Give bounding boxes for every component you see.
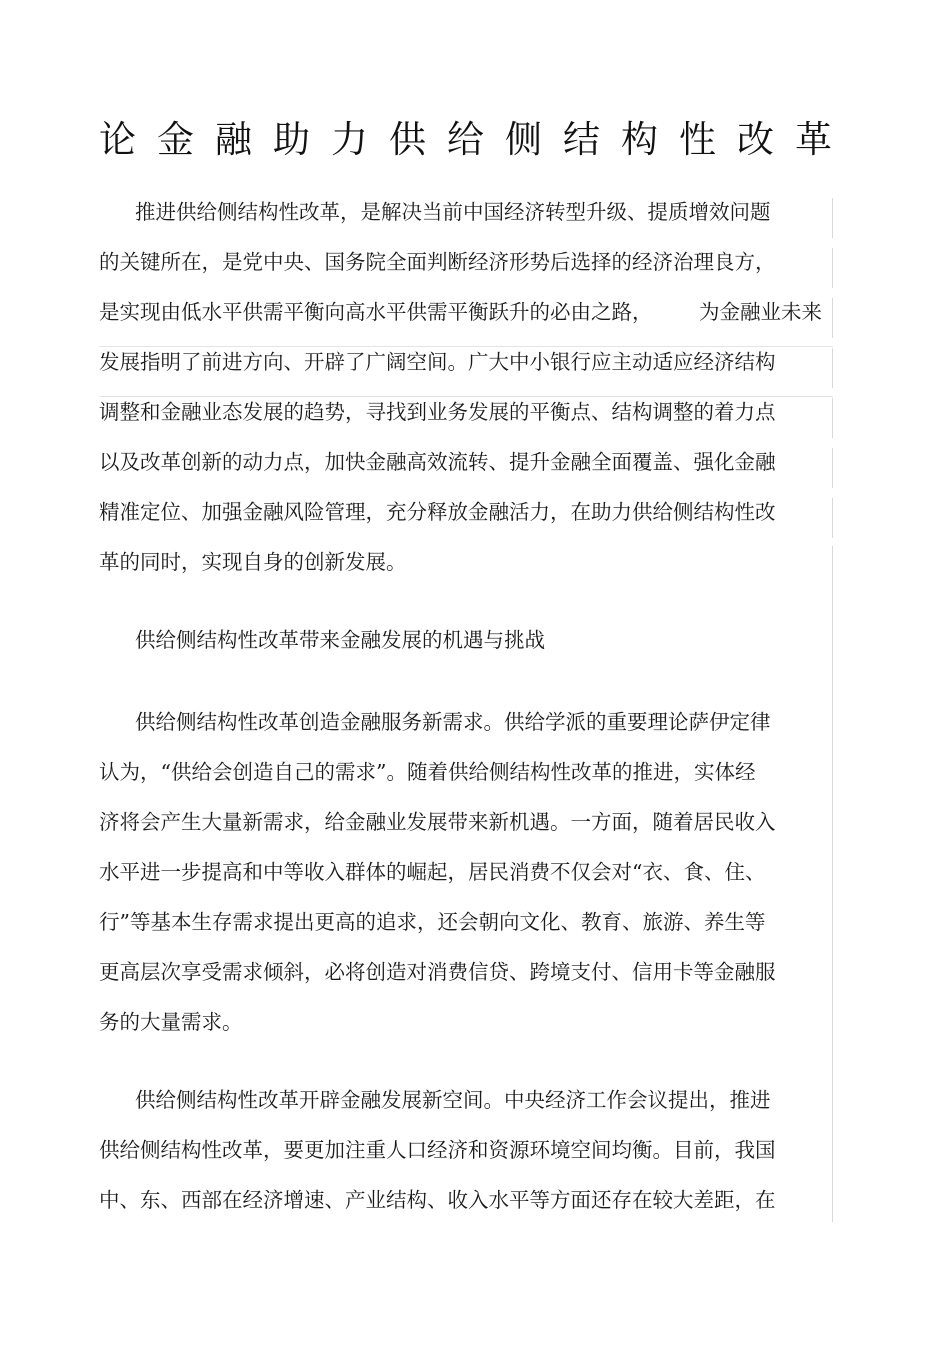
margin-rule — [832, 498, 833, 538]
text-line: 精准定位、加强金融风险管理，充分释放金融活力，在助力供给侧结构性改 — [99, 500, 776, 524]
margin-rule — [832, 248, 833, 288]
margin-rule — [832, 546, 833, 1222]
text-line: 调整和金融业态发展的趋势，寻找到业务发展的平衡点、结构调整的着力点 — [99, 400, 776, 424]
text-line: 认为，“供给会创造自己的需求”。随着供给侧结构性改革的推进，实体经 — [99, 760, 756, 784]
text-line: 是实现由低水平供需平衡向高水平供需平衡跃升的必由之路， — [99, 300, 653, 324]
text-line-fragment: 为金融业未来 — [699, 300, 822, 324]
text-line: 的关键所在，是党中央、国务院全面判断经济形势后选择的经济治理良方， — [99, 250, 776, 274]
text-line: 行”等基本生存需求提出更高的追求，还会朝向文化、教育、旅游、养生等 — [99, 910, 766, 934]
text-line: 供给侧结构性改革创造金融服务新需求。供给学派的重要理论萨伊定律 — [135, 710, 771, 734]
text-line: 供给侧结构性改革开辟金融发展新空间。中央经济工作会议提出，推进 — [135, 1088, 771, 1112]
margin-rule — [832, 448, 833, 488]
margin-rule — [99, 346, 833, 347]
margin-rule — [832, 298, 833, 338]
margin-rule — [832, 198, 833, 238]
document-title: 论金融助力供给侧结构性改革 — [99, 118, 853, 161]
text-line: 以及改革创新的动力点，加快金融高效流转、提升金融全面覆盖、强化金融 — [99, 450, 776, 474]
text-line: 更高层次享受需求倾斜，必将创造对消费信贷、跨境支付、信用卡等金融服 — [99, 960, 776, 984]
text-line: 水平进一步提高和中等收入群体的崛起，居民消费不仅会对“衣、食、住、 — [99, 860, 766, 884]
text-line: 济将会产生大量新需求，给金融业发展带来新机遇。一方面，随着居民收入 — [99, 810, 776, 834]
section-heading: 供给侧结构性改革带来金融发展的机遇与挑战 — [135, 628, 545, 652]
text-line: 革的同时，实现自身的创新发展。 — [99, 550, 407, 574]
text-line: 推进供给侧结构性改革，是解决当前中国经济转型升级、提质增效问题 — [135, 200, 771, 224]
margin-rule — [99, 396, 833, 397]
margin-rule — [832, 398, 833, 438]
text-line: 供给侧结构性改革，要更加注重人口经济和资源环境空间均衡。目前，我国 — [99, 1138, 776, 1162]
text-line: 中、东、西部在经济增速、产业结构、收入水平等方面还存在较大差距，在 — [99, 1188, 776, 1212]
text-line: 发展指明了前进方向、开辟了广阔空间。广大中小银行应主动适应经济结构 — [99, 350, 776, 374]
text-line: 务的大量需求。 — [99, 1010, 243, 1034]
margin-rule — [832, 348, 833, 388]
